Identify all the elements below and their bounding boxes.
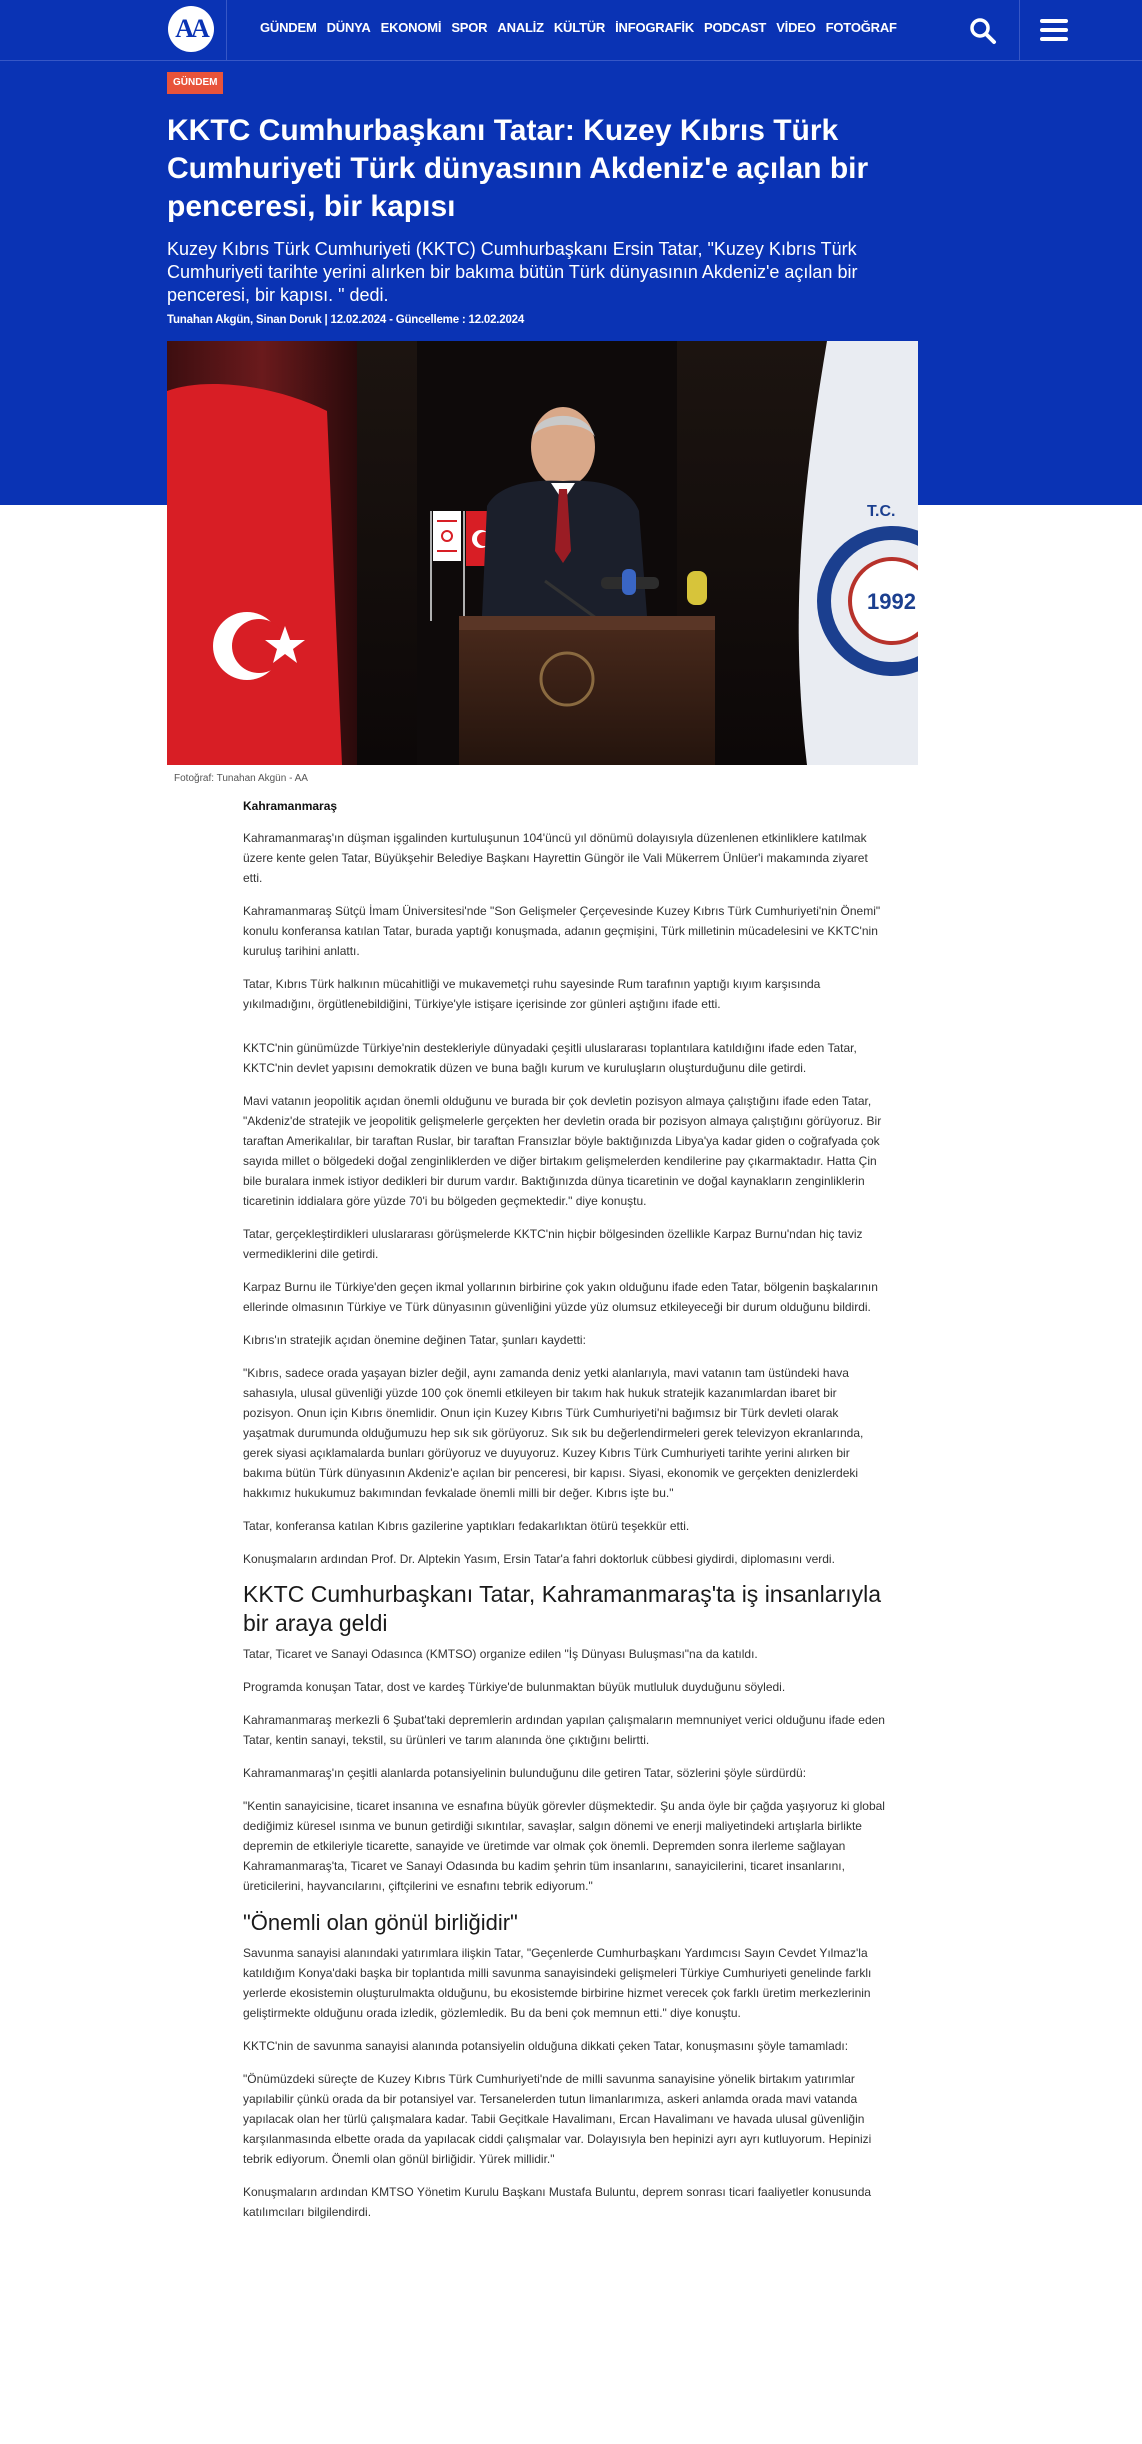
paragraph: KKTC'nin günümüzde Türkiye'nin destekleriyle dünyadaki çeşitli uluslararası toplantılara katıldığını ifade eden Tatar, KKTC'nin devlet yapısını demokratik düzen ve buna bağlı kurum ve kuruluşların oluşturduğunu dile getirdi. [243,1041,857,1075]
paragraph: Mavi vatanın jeopolitik açıdan önemli olduğunu ve burada bir çok devletin pozisyon almaya çalıştığını ifade eden Tatar, "Akdeniz'de stratejik ve jeopolitik gelişmelerle gerçekten her devletin orada bir pozisyon almaya çalıştığını görüyoruz. Bir taraftan Amerikalılar, bir taraftan Ruslar, bir taraftan Fransızlar böyle baktığınızda Libya'ya kadar giden o coğrafyada çok sayıda millet o bölgedeki doğal zenginliklerden ve diğer birtakım gelişmelerden kendilerine pay çıkarmaktadır. Hatta Çin bile buralara inmek istiyor dedikleri bir durum vardır. Baktığınızda dünya ticaretinin ve doğal kaynakların zenginliklerin ticaretinin iddialara göre yüzde 70'i bu bölgeden geçmektedir." diye konuştu. [243,1094,882,1208]
paragraph: Karpaz Burnu ile Türkiye'den geçen ikmal yollarının birbirine çok yakın olduğunu ifade eden Tatar, bölgenin başkalarının ellerinde olmasının Türkiye ve Türk dünyasının güvenliğini yüzde yüz olumsuz etkileyeceği bir durum olduğunu bildirdi. [243,1280,878,1314]
flag-seal-text: T.C. [867,503,896,520]
photo-credit: Fotoğraf: Tunahan Akgün - AA [174,773,308,784]
aa-logo[interactable]: AA [168,6,214,52]
paragraph: Savunma sanayisi alanındaki yatırımlara ilişkin Tatar, "Geçenlerde Cumhurbaşkanı Yardımcısı Sayın Cevdet Yılmaz'la katıldığım Konya'daki başka bir toplantıda milli savunma sanayisindeki gelişmeleri Türkiye Cumhuriyeti genelinde farklı yerlerde ekosistemin oluşturulmakta olduğunu, bu ekosistemde birbirine hizmet verecek çok farklı üretim merkezlerinin geliştirmekte olduğunu orada izledik, gözlemledik. Bu da beni çok memnun etti." diye konuştu. [243,1946,872,2020]
paragraph: Kıbrıs'ın stratejik açıdan önemine değinen Tatar, şunları kaydetti: [243,1333,586,1347]
dateline: Kahramanmaraş [243,799,338,813]
quote-paragraph: "Önümüzdeki süreçte de Kuzey Kıbrıs Türk Cumhuriyeti'nde de milli savunma sanayisine yönelik birtakım yatırımlar yapılabilir çünkü orada da bir potansiyel var. Tersanelerden tutun limanlarımıza, askeri anlamda orada mavi vatanda yapılacak olan her türlü çalışmalara kadar. Tabii Geçitkale Havalimanı, Ercan Havalimanı ve havada ulusal güvenliğin karşılanmasında elbette orada da yapılacak ciddi çalışmalar var. Dolayısıyla ben hepinizi ayrı ayrı kutluyorum. Hepinizi tebrik ediyorum. Önemli olan gönül birliğidir. Yürek millidir." [243,2072,872,2166]
paragraph: Tatar, Kıbrıs Türk halkının mücahitliği ve mukavemetçi ruhu sayesinde Rum tarafının yaptığı kıyım karşısında yıkılmadığını, örgütlenebildiğini, Türkiye'yle istişare içerisinde zor günleri aştığını ifade etti. [243,977,821,1011]
nav-divider [1019,0,1020,61]
subheading: KKTC Cumhurbaşkanı Tatar, Kahramanmaraş'ta iş insanlarıyla bir araya geldi [243,1581,882,1636]
quote-paragraph: "Kentin sanayicisine, ticaret insanına ve esnafına büyük görevler düşmektedir. Şu anda öyle bir çağda yaşıyoruz ki global dediğimiz küresel ısınma ve bunun getirdiği sıkıntılar, savaşlar, salgın dönemi ve enerji maliyetindeki artışlarla birlikte depremin de etkileriyle ticarette, sanayide ve üretimde var olmak çok önemli. Depremden sonra ilerleme sağlayan Kahramanmaraş'ta, Ticaret ve Sanayi Odasında bu kadim şehrin tüm insanlarını, sanayicilerini, ticaret insanlarını, üreticilerini, hayvancılarını, çiftçilerini ve esnafını tebrik ediyorum." [243,1799,885,1893]
search-icon [968,16,998,46]
menu-icon-bar [1040,19,1068,23]
paragraph: Tatar, gerçekleştirdikleri uluslararası görüşmelerde KKTC'nin hiçbir bölgesinden özellikle Karpaz Burnu'ndan hiç taviz vermediklerini dile getirdi. [243,1227,863,1261]
nav-divider [226,0,227,61]
flag-seal-year: 1992 [867,589,916,614]
paragraph: Konuşmaların ardından Prof. Dr. Alptekin Yasım, Ersin Tatar'a fahri doktorluk cübbesi giydirdi, diplomasını verdi. [243,1552,835,1566]
nav-link-dunya[interactable]: DÜNYA [326,20,371,35]
turkish-flag-left [167,384,342,765]
nav-link-analiz[interactable]: ANALİZ [497,20,544,35]
nav-link-video[interactable]: VİDEO [776,20,816,35]
paragraph: Programda konuşan Tatar, dost ve kardeş Türkiye'de bulunmaktan büyük mutluluk duyduğunu söyledi. [243,1680,786,1694]
article-lead: Kuzey Kıbrıs Türk Cumhuriyeti (KKTC) Cumhurbaşkanı Ersin Tatar, "Kuzey Kıbrıs Türk Cumhuriyeti tarihte yerini alırken bir bakıma bütün Türk dünyasının Akdeniz'e açılan bir penceresi, bir kapısı. " dedi. [167,239,858,305]
nav-links [260,20,907,35]
menu-icon-bar [1040,37,1068,41]
article-byline: Tunahan Akgün, Sinan Doruk | 12.02.2024 - Güncelleme : 12.02.2024 [167,314,525,326]
article-headline: KKTC Cumhurbaşkanı Tatar: Kuzey Kıbrıs Türk Cumhuriyeti Türk dünyasının Akdeniz'e açılan bir penceresi, bir kapısı [167,114,869,223]
nav-link-gundem[interactable]: GÜNDEM [260,20,317,35]
nav-link-infografik[interactable]: İNFOGRAFİK [615,20,695,35]
paragraph: Konuşmaların ardından KMTSO Yönetim Kurulu Başkanı Mustafa Buluntu, deprem sonrası ticari faaliyetler konusunda katılımcıları bilgilendirdi. [243,2185,872,2219]
paragraph: Tatar, Ticaret ve Sanayi Odasınca (KMTSO) organize edilen "İş Dünyası Buluşması"na da katıldı. [243,1647,758,1661]
category-badge[interactable]: GÜNDEM [167,72,223,94]
paragraph: Kahramanmaraş Sütçü İmam Üniversitesi'nde "Son Gelişmeler Çerçevesinde Kuzey Kıbrıs Türk Cumhuriyeti'nin Önemi" konulu konferansa katılan Tatar, burada yaptığı konuşmada, adanın geçmişini, Türk milletinin mücadelesini ve KKTC'nin kuruluş tarihini anlattı. [243,904,881,958]
nav-link-podcast[interactable]: PODCAST [704,20,767,35]
paragraph: Tatar, konferansa katılan Kıbrıs gazilerine yaptıkları fedakarlıktan ötürü teşekkür etti. [243,1519,690,1533]
subheading: "Önemli olan gönül birliğidir" [243,1910,518,1935]
nav-link-fotograf[interactable]: FOTOĞRAF [825,20,897,35]
nav-link-kultur[interactable]: KÜLTÜR [553,20,606,35]
hamburger-menu-button[interactable] [1040,19,1068,41]
article-body [243,796,888,2235]
paragraph: Kahramanmaraş'ın çeşitli alanlarda potansiyelinin bulunduğunu dile getiren Tatar, sözlerini şöyle sürdürdü: [243,1766,807,1780]
paragraph: Kahramanmaraş merkezli 6 Şubat'taki depremlerin ardından yapılan çalışmaların memnuniyet verici olduğunu ifade eden Tatar, kentin sanayi, tekstil, su ürünleri ve tarım alanında öne çıktığını belirtti. [243,1713,885,1747]
paragraph: KKTC'nin de savunma sanayisi alanında potansiyelin olduğuna dikkati çeken Tatar, konuşmasını şöyle tamamladı: [243,2039,849,2053]
article-photo [167,341,918,765]
nav-link-spor[interactable]: SPOR [451,20,488,35]
top-navigation [0,0,1142,61]
quote-paragraph: "Kıbrıs, sadece orada yaşayan bizler değil, aynı zamanda deniz yetki alanlarıyla, mavi vatanın tam üstündeki hava sahasıyla, ulusal güvenliği yüzde 100 çok önemli etkileyen bir takım hak hukuk stratejik kazanımlardan ibaret bir pozisyon. Onun için Kıbrıs önemlidir. Onun için Kuzey Kıbrıs Türk Cumhuriyeti'ni bağımsız bir Türk devleti olarak yaşatmak durumunda olduğumuzu hep sık sık görüyoruz. Sık sık bu değerlendirmeleri gerek televizyon ekranlarında, gerek siyasi açıklamalarda bunları görüyoruz ve duyuyoruz. Kuzey Kıbrıs Türk Cumhuriyeti tarihte yerini alırken bir bakıma bütün Türk dünyasının Akdeniz'e açılan bir penceresi, bir kapısı. Siyasi, ekonomik ve gerçekten denizlerdeki hakkımız hukukumuz bakımından fevkalade önemli milli bir değer. Kıbrıs işte bu." [243,1366,864,1500]
podium [459,616,715,765]
search-button[interactable] [968,16,998,46]
paragraph: Kahramanmaraş'ın düşman işgalinden kurtuluşunun 104'üncü yıl dönümü dolayısıyla düzenlenen etkinliklere katılmak üzere kente gelen Tatar, Büyükşehir Belediye Başkanı Hayrettin Güngör ile Vali Mükerrem Ünlüer'i makamında ziyaret etti. [243,831,868,885]
article-photo-illustration [167,341,918,765]
menu-icon-bar [1040,28,1068,32]
nav-link-ekonomi[interactable]: EKONOMİ [380,20,442,35]
